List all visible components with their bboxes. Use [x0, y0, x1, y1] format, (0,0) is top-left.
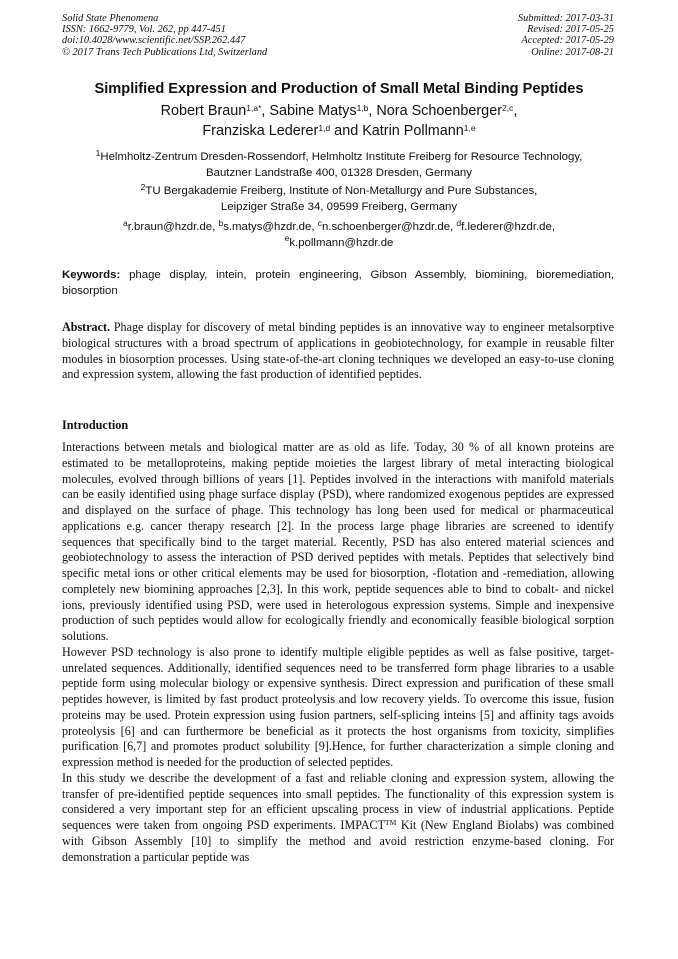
author-affiliation-mark: 1,e	[463, 122, 476, 133]
affiliation-address: Leipziger Straße 34, 09599 Freiberg, Germany	[220, 200, 458, 213]
author-affiliation-mark: 1,b	[356, 102, 369, 113]
email-mark: d	[456, 217, 462, 228]
author-name: Sabine Matys	[269, 103, 357, 119]
author-separator: ,	[261, 103, 270, 119]
journal-info	[62, 13, 267, 58]
abstract-label: Abstract.	[62, 320, 111, 334]
author-name: Robert Braun	[160, 103, 247, 119]
paragraph-text: Kit (New England Biolabs) was combined with Gibson Assembly [10] to simplify the method and avoid restriction enzyme-based cloning. For demonstration a particular peptide was	[62, 818, 615, 864]
author-name: Nora Schoenberger	[376, 103, 502, 119]
keywords-label: Keywords:	[62, 269, 121, 281]
email-mark: c	[317, 217, 322, 228]
paper-title: Simplified Expression and Production of Small Metal Binding Peptides	[94, 81, 584, 97]
date-revised: Revised: 2017-05-25	[527, 24, 614, 36]
author-list	[0, 101, 678, 141]
affiliation-address: Bautzner Landstraße 400, 01328 Dresden, Germany	[206, 166, 472, 179]
email-mark: a	[122, 217, 128, 228]
keywords-text: phage display, intein, protein engineering, Gibson Assembly, biomining, bioremediation, biosorption	[62, 269, 614, 297]
affiliation-mark: 2	[140, 181, 146, 192]
journal-copyright: © 2017 Trans Tech Publications Ltd, Switzerland	[62, 46, 268, 58]
email-address[interactable]: k.pollmann@hzdr.de	[289, 236, 394, 249]
affiliation-1	[0, 147, 678, 181]
affiliation-mark: 1	[95, 147, 101, 158]
affiliation-line: TU Bergakademie Freiberg, Institute of Non-Metallurgy and Pure Substances,	[145, 185, 538, 197]
email-address[interactable]: n.schoenberger@hzdr.de	[321, 221, 451, 233]
section-heading-introduction: Introduction	[62, 418, 129, 432]
email-mark: e	[284, 233, 290, 244]
email-list: $^a$r.braun@hzdr.de, $^b$s.matys@hzdr.de, $^c$n.schoenberger@hzdr.de, $^d$f.lederer@hzdr.de, $^e$k.pollmann@hzdr.de	[122, 217, 556, 249]
keywords	[62, 268, 614, 299]
abstract-text: Phage display for discovery of metal binding peptides is an innovative way to engineer metalsorptive biological structures with a broad spectrum of applications in geobiotechnology, for example in reusable filter modules in biosorption processes. Using state-of-the-art cloning techniques we developed an easy-to-use cloning and expression system, allowing the fast production of identified peptides.	[62, 320, 614, 382]
article-dates	[518, 13, 614, 58]
affiliation-line: Helmholtz-Zentrum Dresden-Rossendorf, Helmholtz Institute Freiberg for Resource Technology,	[100, 151, 583, 163]
author-separator: and	[330, 123, 363, 139]
author-name: Katrin Pollmann	[362, 123, 464, 139]
email-address[interactable]: f.lederer@hzdr.de	[461, 221, 552, 233]
author-affiliation-mark: 1,a*	[246, 102, 262, 113]
author-affiliation-mark: 2,c	[502, 102, 514, 113]
email-mark: b	[218, 217, 224, 228]
introduction-body	[62, 440, 614, 865]
author-separator: ,	[368, 103, 377, 119]
email-address[interactable]: s.matys@hzdr.de	[223, 221, 312, 233]
paragraph-text: In this study we describe the development of a fast and reliable cloning and expression system, allowing the transfer of pre-identified peptide sequences into small peptides. The functionality of this expression system is considered a very important step for an efficient upscaling process in view of industrial applications. Peptide sequences were taken from ongoing PSD experiments. IMPACT	[62, 770, 614, 832]
journal-doi: doi:10.4028/www.scientific.net/SSP.262.447	[62, 35, 246, 47]
abstract	[62, 320, 614, 383]
affiliation-2	[0, 181, 678, 215]
author-separator: ,	[513, 103, 518, 119]
author-affiliation-mark: 1,d	[318, 122, 331, 133]
date-submitted: Submitted: 2017-03-31	[517, 13, 614, 24]
paragraph: Interactions between metals and biological matter are as old as life. Today, 30 % of all known proteins are estimated to be metalloproteins, making peptide moieties the largest library of metal interacting biological molecules, evolved through billions of years [1]. Peptides involved in the interactions with manifold materials can be easily identified using phage surface display (PSD), where randomized exogenous peptides are expressed and displayed on the surface of phage. This technology has long been used for medical or pharmaceutical applications e.g. cancer therapy research [2]. In the process large phage libraries are screened to identify sequences that specifically bind to the target material. Recently, PSD has also entered material sciences and geobiotechnology to assess the interaction of PSD derived peptides with metals. Peptides that selectively bind specific metal ions or other critical elements may be used for biosorption, -flotation and -remediation, allowing completely new biomining approaches [2,3]. In this work, peptide sequences able to bind to cobalt- and nickel ions, previously identified using PSD, were used in heterologous expression systems. Simple and inexpensive production of such peptides would allow for ecologically friendly and economically feasible biological sorption solutions.	[62, 440, 614, 643]
email-address[interactable]: r.braun@hzdr.de	[127, 221, 213, 233]
date-accepted: Accepted: 2017-05-29	[521, 35, 614, 47]
journal-name: Solid State Phenomena	[62, 13, 159, 24]
paragraph: However PSD technology is also prone to identify multiple eligible peptides as well as false positive, target-unrelated sequences. Additionally, identified sequences need to be transferred form phage libraries to a usable peptide form using molecular biology or expensive synthesis. Direct expression and purification of these small peptides however, is limited by fast product proteolysis and low recovery yields. To overcome this issue, fusion proteins may be used. Protein expression using fusion partners, self-splicing inteins [5] and affinity tags avoids proteolysis [6] and can furthermore be beneficial as it protects the host organisms from toxicity, simplifies purification [6,7] and promotes product solubility [9].Hence, for further characterization a simple cloning and expression method is needed for the production of selected peptides.	[62, 644, 614, 769]
author-name: Franziska Lederer	[202, 123, 319, 139]
journal-issn: ISSN: 1662-9779, Vol. 262, pp 447-451	[62, 24, 226, 36]
date-online: Online: 2017-08-21	[531, 46, 614, 58]
paragraph	[62, 771, 614, 866]
trademark-mark: TM	[385, 818, 397, 828]
